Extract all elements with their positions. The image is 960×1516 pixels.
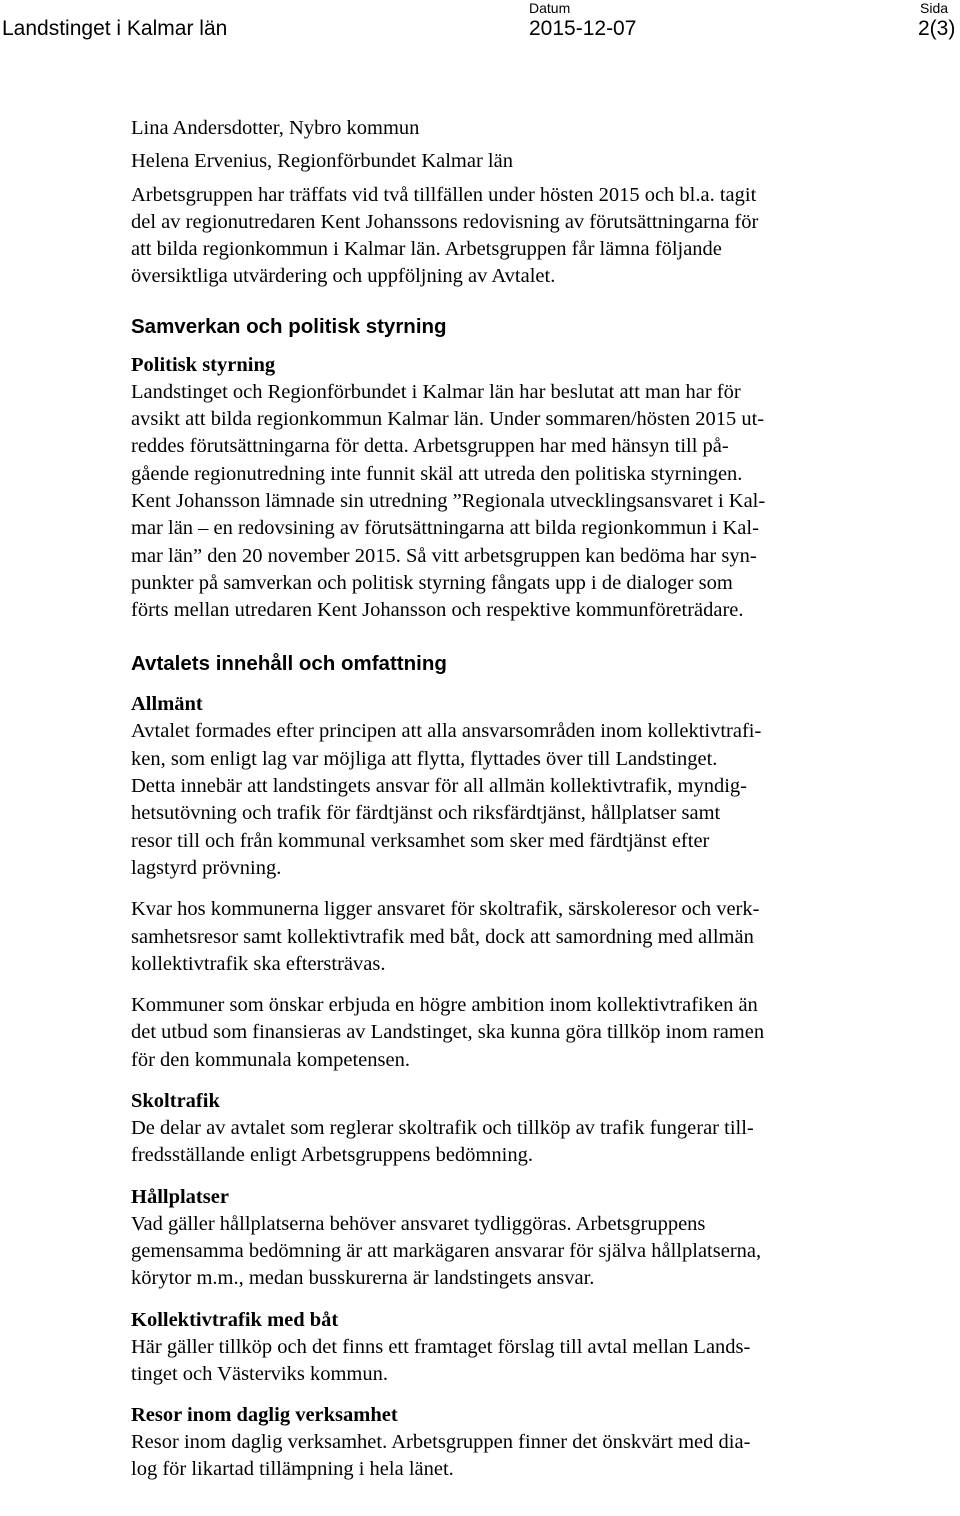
text-line: punkter på samverkan och politisk styrning fångats upp i de dialoger som <box>131 571 733 594</box>
subheading: Hållplatser <box>131 1185 229 1208</box>
text-line: körytor m.m., medan busskurerna är landstingets ansvar. <box>131 1267 595 1290</box>
text-line: Resor inom daglig verksamhet. Arbetsgruppen finner det önskvärt med dia- <box>131 1431 751 1454</box>
text-line: mar län – en redovsining av förutsättningarna att bilda regionkommun i Kal- <box>131 517 759 540</box>
subheading: Skoltrafik <box>131 1090 220 1113</box>
text-line: Arbetsgruppen har träffats vid två tillfällen under hösten 2015 och bl.a. tagit <box>131 183 757 206</box>
allmant-paragraph-1 <box>131 718 959 882</box>
member-line: Lina Andersdotter, Nybro kommun <box>131 117 420 139</box>
section-heading: Avtalets innehåll och omfattning <box>131 652 447 676</box>
text-line: lagstyrd prövning. <box>131 856 282 879</box>
allmant-paragraph-2 <box>131 896 959 978</box>
text-line: översiktliga utvärdering och uppföljning av Avtalet. <box>131 265 556 288</box>
politisk-paragraph <box>131 379 959 625</box>
text-line: att bilda regionkommun i Kalmar län. Arbetsgruppen får lämna följande <box>131 238 722 261</box>
document-body <box>131 115 959 1484</box>
header-organization: Landstinget i Kalmar län <box>2 17 228 40</box>
subheading: Kollektivtrafik med båt <box>131 1308 339 1331</box>
text-line: Detta innebär att landstingets ansvar för all allmän kollektivtrafik, myndig- <box>131 775 747 798</box>
text-line: Landstinget och Regionförbundet i Kalmar län har beslutat att man har för <box>131 380 741 403</box>
text-line: fredsställande enligt Arbetsgruppens bedömning. <box>131 1144 533 1167</box>
subheading: Allmänt <box>131 693 203 716</box>
text-line: Kvar hos kommunerna ligger ansvaret för skoltrafik, särskoleresor och verk- <box>131 898 760 921</box>
text-line: reddes förutsättningarna för detta. Arbetsgruppen har med hänsyn till på- <box>131 435 729 458</box>
skoltrafik-paragraph <box>131 1115 959 1170</box>
date-label: Datum <box>529 0 571 16</box>
page-number: 2(3) <box>918 17 956 40</box>
text-line: Kommuner som önskar erbjuda en högre ambition inom kollektivtrafiken än <box>131 994 758 1017</box>
text-line: Här gäller tillköp och det finns ett framtaget förslag till avtal mellan Lands- <box>131 1335 751 1358</box>
text-line: De delar av avtalet som reglerar skoltrafik och tillköp av trafik fungerar till- <box>131 1117 754 1140</box>
subheading: Politisk styrning <box>131 353 276 376</box>
date-value: 2015-12-07 <box>529 17 637 40</box>
intro-paragraph <box>131 182 959 291</box>
text-line: hetsutövning och trafik för färdtjänst och riksfärdtjänst, hållplatser samt <box>131 802 721 825</box>
text-line: mar län” den 20 november 2015. Så vitt arbetsgruppen kan bedöma har syn- <box>131 544 757 567</box>
text-line: tinget och Västerviks kommun. <box>131 1362 388 1385</box>
page-label: Sida <box>920 0 949 16</box>
member-line: Helena Ervenius, Regionförbundet Kalmar län <box>131 150 513 173</box>
allmant-paragraph-3 <box>131 992 959 1074</box>
text-line: resor till och från kommunal verksamhet som sker med färdtjänst efter <box>131 829 710 852</box>
text-line: det utbud som finansieras av Landstinget, ska kunna göra tillköp inom ramen <box>131 1021 765 1044</box>
bat-paragraph <box>131 1334 959 1389</box>
text-line: avsikt att bilda regionkommun Kalmar län. Under sommaren/hösten 2015 ut- <box>131 408 765 431</box>
text-line: för den kommunala kompetensen. <box>131 1048 410 1071</box>
text-line: Vad gäller hållplatserna behöver ansvaret tydliggöras. Arbetsgruppens <box>131 1212 706 1235</box>
hallplatser-paragraph <box>131 1211 959 1293</box>
text-line: gående regionutredning inte funnit skäl att utreda den politiska styrningen. <box>131 462 743 485</box>
text-line: samhetsresor samt kollektivtrafik med båt, dock att samordning med allmän <box>131 925 754 948</box>
text-line: ken, som enligt lag var möjliga att flytta, flyttades över till Landstinget. <box>131 747 718 770</box>
text-line: Avtalet formades efter principen att alla ansvarsområden inom kollektivtrafi- <box>131 720 762 743</box>
text-line: del av regionutredaren Kent Johanssons redovisning av förutsättningarna för <box>131 210 759 233</box>
resor-paragraph <box>131 1429 959 1484</box>
text-line: kollektivtrafik ska eftersträvas. <box>131 952 386 975</box>
text-line: förts mellan utredaren Kent Johansson och respektive kommunföreträdare. <box>131 599 744 622</box>
text-line: gemensamma bedömning är att markägaren ansvarar för själva hållplatserna, <box>131 1239 762 1262</box>
text-line: log för likartad tillämpning i hela länet. <box>131 1458 454 1481</box>
text-line: Kent Johansson lämnade sin utredning ”Regionala utvecklingsansvaret i Kal- <box>131 489 766 512</box>
section-heading: Samverkan och politisk styrning <box>131 314 447 338</box>
subheading: Resor inom daglig verksamhet <box>131 1404 398 1427</box>
